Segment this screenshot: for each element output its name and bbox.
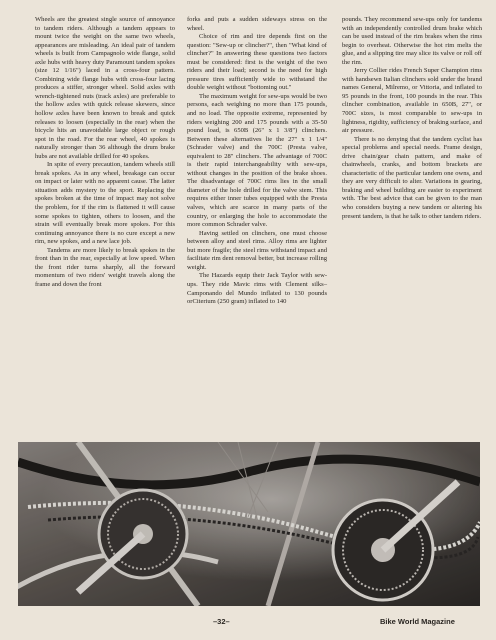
paragraph: In spite of every precaution, tandem wheels still break spokes. As in any wheel, breakage can occur on impact or later with no apparent cause. The latter situation adds mystery to the sport. Replacing the spokes broken at the time of impact may not solve the problem, for if the rim is flattened it will cause some spokes to tighten, others to loosen, and the strain will eventually break more spokes. For this continuing annoyance there is no cure except a new rim, new spokes, and a new lace job. <box>35 161 175 246</box>
publication-name: Bike World Magazine <box>380 617 455 626</box>
article-column-2 <box>187 16 327 307</box>
paragraph: forks and puts a sudden sideways stress on the wheel. <box>187 16 327 32</box>
paragraph: The Hazards equip their Jack Taylor with sew-ups. They ride Mavic rims with Clement silks–Camponando del Mundo inflated to 130 pounds orCiterium (250 gram) inflated to 140 <box>187 272 327 306</box>
tandem-chainwheel-photo <box>18 442 480 606</box>
paragraph: Tandems are more likely to break spokes in the front than in the rear, especially at low speed. When the front rider turns sharply, all the forward momentum of two riders' weight travels along the frame and down the front <box>35 246 175 288</box>
photo-illustration <box>18 442 480 606</box>
page-number: –32– <box>213 617 230 626</box>
paragraph: Jerry Collier rides French Super Champion rims with handsewn Italian clinchers sold under the brand names General, Milremo, or Vittoria, and inflated to 95 pounds in the front, 100 pounds in the rear. This clincher combination, available in 650B, 27", or 700C sizes, is most comparable to sew-ups in lightness, rigidity, sufficiency of braking surface, and air pressure. <box>342 67 482 135</box>
paragraph: Having settled on clinchers, one must choose between alloy and steel rims. Alloy rims are lighter but more fragile; the steel rims withstand impact and facilitate rim dent removal better, but increase rolling weight. <box>187 229 327 271</box>
paragraph: pounds. They recommend sew-ups only for tandems with an independently controlled drum brake which can be used instead of the rim brakes when the rims begin to overheat. Otherwise the hot rim melts the glue, and a slipping tire may slice its valve or roll off the rim. <box>342 16 482 66</box>
paragraph: The maximum weight for sew-ups would be two persons, each weighing no more than 175 pounds, and no load. The opposite extreme, represented by riders weighing 200 and 175 pounds with a 35-50 pound load, is 650B (26" x 1 3/8") clinchers. Between these alternatives lie the 27" x 1 1/4" (Schrader valve) and the 700C (Presta valve, equivalent to 28" clinchers. The advantage of 700C is their rapid interchangeability with sew-ups, without changes in the position of the brake shoes. The disadvantage of 700C rims lies in the small diameter of the hole drilled for the valve stem. This requires either inner tubes equipped with the Presta valves, which are scarce in many parts of the country, or enlarging the hole to accommodate the more common Schrader valve. <box>187 92 327 229</box>
paragraph: There is no denying that the tandem cyclist has special problems and special needs. Frame design, drive chain/gear chain pattern, and make of chainwheels, cranks, and bottom brackets are characteristic of the particular tandem one owns, and they are very difficult to alter. Variations in gearing, braking and wheel building are easier to experiment with. The best advice that can be given to the man who considers buying a new tandem or altering his present tandem, is that he talk to other tandem riders. <box>342 135 482 220</box>
article-column-1 <box>35 16 175 290</box>
paragraph: Wheels are the greatest single source of annoyance to tandem riders. Although a tandem appears to mount twice the weight on the same two wheels, appearances are misleading. An ideal pair of tandem wheels is built from Campagnolo wide flange, solid axle hubs with heavy duty Paramount tandem spokes (size 12 1/16") laced in a cross-four pattern. Combining wide flange hubs with cross-four lacing produces a stiffer, stronger wheel. Solid axles with wrench-tightened nuts (track axles) are preferable to the hollow axles with quick release skewers, since hollow axles have been known to break and quick releases to loosen (especially in the rear) when the bicycle hits an unavoidable large object or rough spot in the road. For the rear wheel, 40 spokes is naturally stronger than 36 although the drum brake hubs are not available drilled for 40 spokes. <box>35 16 175 160</box>
article-column-3 <box>342 16 482 221</box>
paragraph: Choice of rim and tire depends first on the question: "Sew-up or clincher?", then "What kind of clincher?" In answering these questions two factors must be considered: first is the weight of the two riders and their load; second is the need for high pressure tires sufficiently wide to withstand the double weight without "bottoming out." <box>187 33 327 92</box>
